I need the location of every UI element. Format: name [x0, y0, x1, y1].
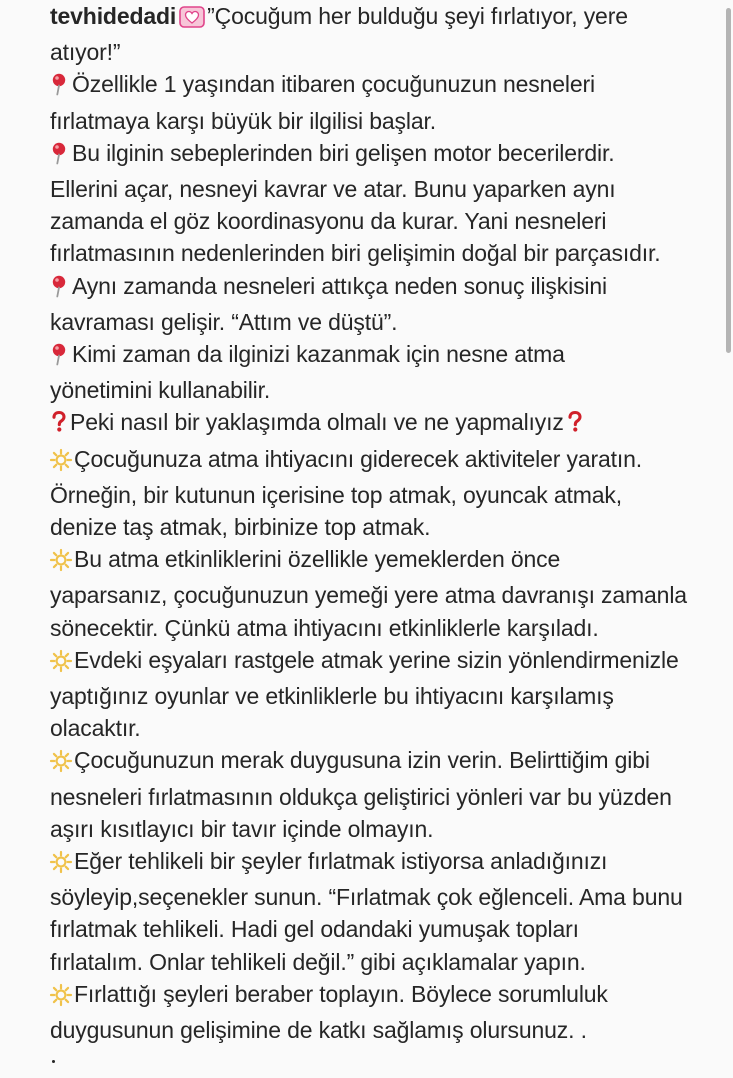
caption-line	[50, 612, 720, 644]
caption-text: fırlatmasının nedenlerinden biri gelişimin doğal bir parçasıdır.	[50, 240, 661, 267]
caption-trailing-dot	[50, 1046, 720, 1078]
heart-icon	[179, 4, 205, 36]
caption-line	[50, 978, 720, 1014]
caption-text: Evdeki eşyaları rastgele atmak yerine sizin yönlendirmenizle	[74, 646, 679, 673]
caption-line	[50, 270, 720, 306]
caption-line	[50, 946, 720, 978]
caption-line	[50, 237, 720, 269]
caption-line	[50, 0, 720, 36]
caption-line	[50, 205, 720, 237]
caption-line	[50, 680, 720, 712]
sun-icon	[50, 648, 72, 680]
caption-text: ”Çocuğum her bulduğu şeyi fırlatıyor, yere	[207, 3, 628, 29]
sun-icon	[50, 447, 72, 479]
caption-text: kavraması gelişir. “Attım ve düştü”.	[50, 308, 398, 335]
caption-text: sönecektir. Çünkü atma ihtiyacını etkinliklerle karşıladı.	[50, 614, 599, 641]
caption-line	[50, 913, 720, 945]
sun-icon	[50, 982, 72, 1014]
caption-line	[50, 1014, 720, 1046]
question-icon	[566, 410, 584, 442]
caption-text: atıyor!”	[50, 39, 121, 66]
caption-text: Örneğin, bir kutunun içerisine top atmak, oyuncak atmak,	[50, 481, 623, 508]
caption-line	[50, 579, 720, 611]
username-link[interactable]: tevhidedadi	[50, 3, 177, 29]
caption-line	[50, 68, 720, 104]
caption-text: duygusunun gelişimine de katkı sağlamış olursunuz. .	[50, 1017, 587, 1044]
caption-line	[50, 543, 720, 579]
caption-text: Peki nasıl bir yaklaşımda olmalı ve ne yapmalıyız	[70, 409, 564, 436]
caption-text: fırlatmaya karşı büyük bir ilgilisi başlar.	[50, 107, 436, 134]
caption-line	[50, 374, 720, 406]
caption-text: Çocuğunuzun merak duygusuna izin verin. Belirttiğim gibi	[74, 747, 650, 774]
caption-text: Ellerini açar, nesneyi kavrar ve atar. Bunu yaparken aynı	[50, 176, 616, 203]
caption-text: nesneleri fırlatmasının oldukça geliştirici yönleri var bu yüzden	[50, 783, 672, 810]
caption-line	[50, 744, 720, 780]
pushpin-icon	[50, 72, 70, 104]
pushpin-icon	[50, 342, 70, 374]
dot-mark	[52, 1060, 55, 1063]
caption-line	[50, 845, 720, 881]
sun-icon	[50, 849, 72, 881]
caption-line	[50, 511, 720, 543]
caption-line	[50, 644, 720, 680]
caption-text: aşırı kısıtlayıcı bir tavır içinde olmayın.	[50, 815, 434, 842]
caption-text: Aynı zamanda nesneleri attıkça neden sonuç ilişkisini	[72, 272, 607, 299]
caption-text: Çocuğunuza atma ihtiyacını giderecek aktiviteler yaratın.	[74, 445, 643, 472]
caption-text: Kimi zaman da ilginizi kazanmak için nesne atma	[72, 341, 565, 368]
caption-line	[50, 781, 720, 813]
sun-icon	[50, 748, 72, 780]
caption-text: Bu ilginin sebeplerinden biri gelişen motor becerilerdir.	[72, 139, 615, 166]
pushpin-icon	[50, 274, 70, 306]
caption-line	[50, 813, 720, 845]
caption-line	[50, 36, 720, 68]
caption-text: yönetimini kullanabilir.	[50, 377, 271, 404]
caption-text: Bu atma etkinliklerini özellikle yemeklerden önce	[74, 546, 561, 573]
caption-line	[50, 306, 720, 338]
post-caption	[50, 0, 720, 1078]
caption-text: olacaktır.	[50, 715, 141, 742]
caption-line	[50, 173, 720, 205]
caption-line	[50, 406, 720, 442]
caption-text: Özellikle 1 yaşından itibaren çocuğunuzun nesneleri	[72, 71, 595, 98]
caption-text: denize taş atmak, birbinize top atmak.	[50, 514, 431, 541]
question-icon	[50, 410, 68, 442]
sun-icon	[50, 547, 72, 579]
caption-line	[50, 479, 720, 511]
caption-line	[50, 137, 720, 173]
scrollbar-thumb[interactable]	[726, 8, 731, 353]
caption-text: söyleyip,seçenekler sunun. “Fırlatmak çok eğlenceli. Ama bunu	[50, 884, 683, 911]
caption-text: yaparsanız, çocuğunuzun yemeği yere atma davranışı zamanla	[50, 582, 687, 609]
caption-line	[50, 443, 720, 479]
caption-line	[50, 712, 720, 744]
caption-text: zamanda el göz koordinasyonu da kurar. Yani nesneleri	[50, 208, 607, 235]
caption-line	[50, 881, 720, 913]
caption-text: yaptığınız oyunlar ve etkinliklerle bu ihtiyacını karşılamış	[50, 683, 614, 710]
caption-text: Fırlattığı şeyleri beraber toplayın. Böylece sorumluluk	[74, 980, 608, 1007]
pushpin-icon	[50, 141, 70, 173]
caption-line	[50, 338, 720, 374]
caption-line	[50, 105, 720, 137]
caption-text: fırlatalım. Onlar tehlikeli değil.” gibi açıklamalar yapın.	[50, 948, 586, 975]
caption-text: fırlatmak tehlikeli. Hadi gel odandaki yumuşak topları	[50, 916, 579, 943]
caption-text: Eğer tehlikeli bir şeyler fırlatmak istiyorsa anladığınızı	[74, 848, 608, 875]
